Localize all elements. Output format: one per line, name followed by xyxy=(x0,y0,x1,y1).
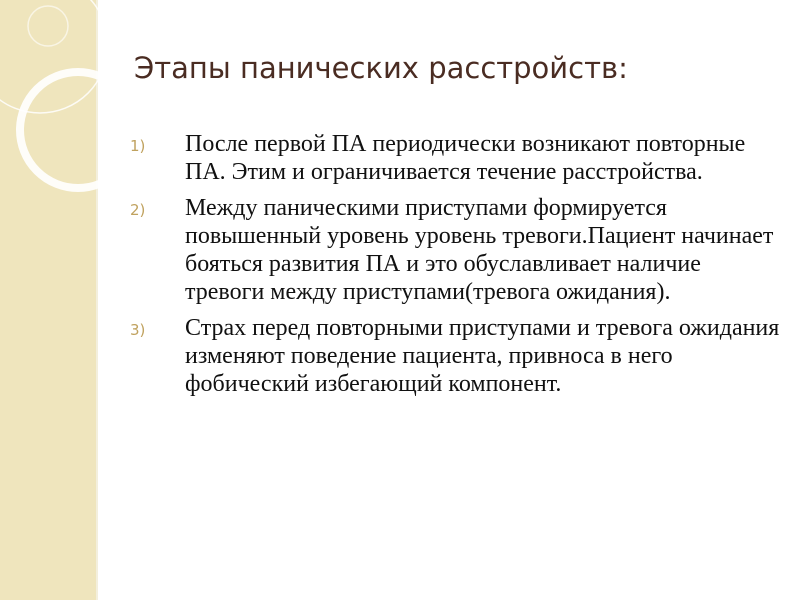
stages-list xyxy=(130,130,780,406)
list-item-number: 3) xyxy=(130,321,146,339)
slide-title: Этапы панических расстройств: xyxy=(134,51,628,85)
side-band-divider xyxy=(96,0,98,600)
list-item xyxy=(130,314,780,398)
list-item-number: 1) xyxy=(130,137,146,155)
list-item-text: Между паническими приступами формируется повышенный уровень уровень тревоги.Пациент начинает бояться развития ПА и это обуславливает наличие тревоги между приступами(тревога ожидания). xyxy=(185,195,774,305)
list-item xyxy=(130,130,780,186)
side-band xyxy=(0,0,96,600)
list-item-number: 2) xyxy=(130,201,146,219)
list-item xyxy=(130,194,780,306)
list-item-text: После первой ПА периодически возникают повторные ПА. Этим и ограничивается течение расстройства. xyxy=(185,131,746,185)
list-item-text: Страх перед повторными приступами и тревога ожидания изменяют поведение пациента, привноса в него фобический избегающий компонент. xyxy=(185,315,780,397)
